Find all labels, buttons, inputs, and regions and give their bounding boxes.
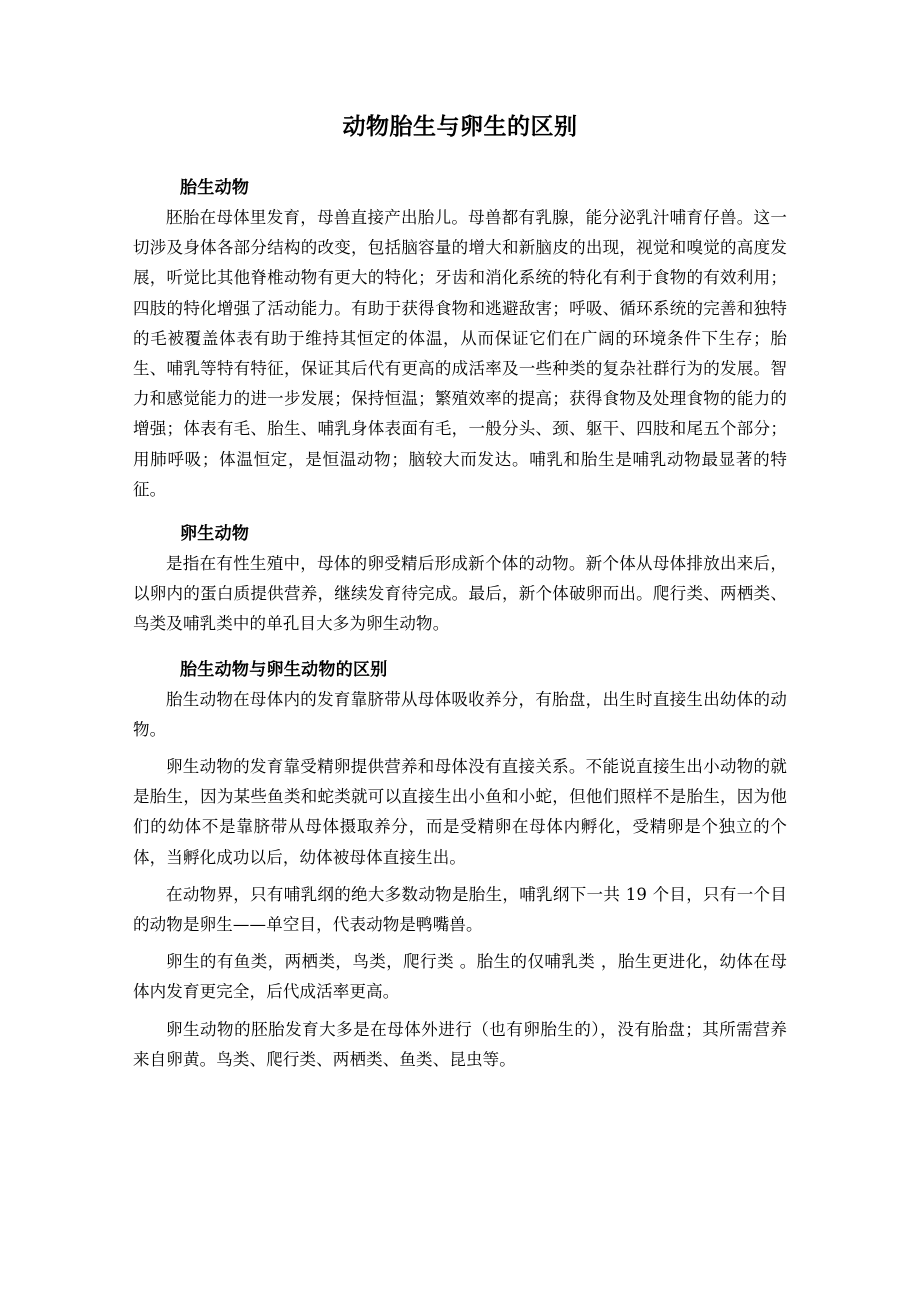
page-bottom-spacer [133,1075,787,1195]
section-heading-oviparous-animals: 卵生动物 [180,524,250,545]
page-title: 动物胎生与卵生的区别 [342,114,578,140]
paragraph-viviparous-description: 胚胎在母体里发育，母兽直接产出胎儿。母兽都有乳腺，能分泌乳汁哺育仔兽。这一切涉及身体各部分结构的改变，包括脑容量的增大和新脑皮的出现，视觉和嗅觉的高度发展，听觉比其他脊椎动物有更大的特化；牙齿和消化系统的特化有利于食物的有效利用；四肢的特化增强了活动能力。有助于获得食物和逃避敌害；呼吸、循环系统的完善和独特的毛被覆盖体表有助于维持其恒定的体温，从而保证它们在广阔的环境条件下生存；胎生、哺乳等特有特征，保证其后代有更高的成活率及一些种类的复杂社群行为的发展。智力和感觉能力的进一步发展；保持恒温；繁殖效率的提高；获得食物及处理食物的能力的增强；体表有毛、胎生、哺乳身体表面有毛，一般分头、颈、躯干、四肢和尾五个部分；用肺呼吸；体温恒定，是恒温动物；脑较大而发达。哺乳和胎生是哺乳动物最显著的特征。 [133,208,787,499]
section-heading-viviparous-animals: 胎生动物 [180,178,250,198]
section-heading-differences: 胎生动物与卵生动物的区别 [180,659,388,680]
paragraph-difference-3: 在动物界，只有哺乳纲的绝大多数动物是胎生，哺乳纲下一共 19 个目，只有一个目的动物是卵生——单空目，代表动物是鸭嘴兽。 [133,884,787,935]
paragraph-difference-4: 卵生的有鱼类，两栖类，鸟类，爬行类 。胎生的仅哺乳类 ，胎生更进化，幼体在母体内发育更完全，后代成活率更高。 [133,952,787,1002]
paragraph-difference-5: 卵生动物的胚胎发育大多是在母体外进行（也有卵胎生的），没有胎盘；其所需营养来自卵黄。鸟类、爬行类、两栖类、鱼类、昆虫等。 [133,1019,787,1069]
document-content [133,0,787,1195]
paragraph-oviparous-description: 是指在有性生殖中，母体的卵受精后形成新个体的动物。新个体从母体排放出来后，以卵内的蛋白质提供营养，继续发育待完成。最后，新个体破卵而出。爬行类、两栖类、鸟类及哺乳类中的单孔目大多为卵生动物。 [133,554,787,634]
paragraph-difference-2: 卵生动物的发育靠受精卵提供营养和母体没有直接关系。不能说直接生出小动物的就是胎生，因为某些鱼类和蛇类就可以直接生出小鱼和小蛇，但他们照样不是胎生，因为他们的幼体不是靠脐带从母体摄取养分，而是受精卵在母体内孵化，受精卵是个独立的个体，当孵化成功以后，幼体被母体直接生出。 [133,757,787,867]
paragraph-difference-1: 胎生动物在母体内的发育靠脐带从母体吸收养分，有胎盘，出生时直接生出幼体的动物。 [133,689,787,739]
